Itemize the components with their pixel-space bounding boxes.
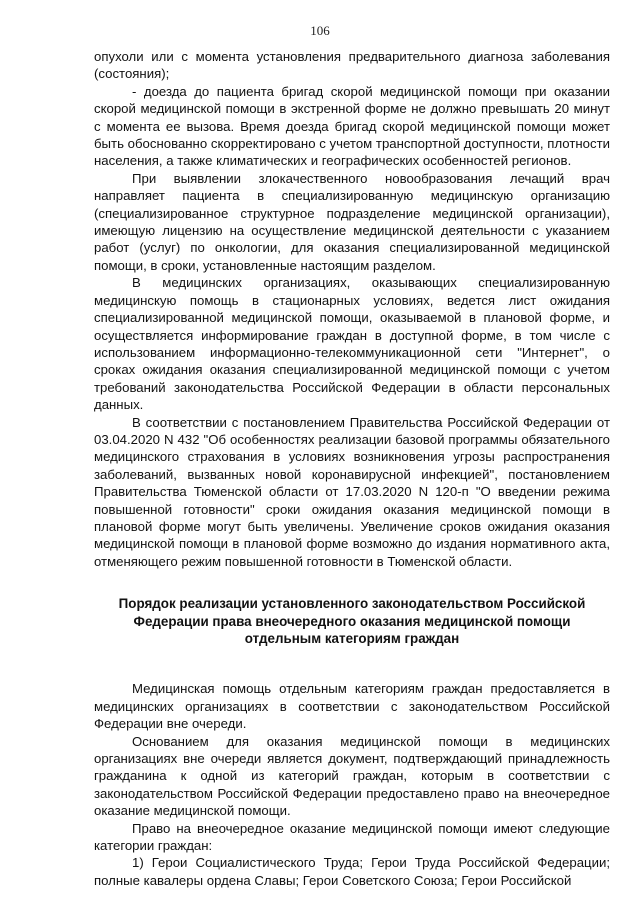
document-body	[94, 48, 610, 889]
paragraph: Медицинская помощь отдельным категориям граждан предоставляется в медицинских организациях в соответствии с законодательством Российской Федерации вне очереди.	[94, 681, 610, 732]
paragraph: При выявлении злокачественного новообразования лечащий врач направляет пациента в специализированную медицинскую организацию (специализированное структурное подразделение медицинской организации), имеющую лицензию на осуществление медицинской деятельности с указанием работ (услуг) по онкологии, для оказания специализированной медицинской помощи, в сроки, установленные настоящим разделом.	[94, 170, 610, 273]
paragraph: В медицинских организациях, оказывающих специализированную медицинскую помощь в стационарных условиях, ведется лист ожидания специализированной медицинской помощи, оказываемой в плановой форме, и осуществляется информирование граждан в доступной форме, в том числе с использованием информационно-телекоммуникационной сети "Интернет", о сроках ожидания оказания специализированной медицинской помощи с учетом требований законодательства Российской Федерации в области персональных данных.	[94, 275, 610, 413]
paragraph: Основанием для оказания медицинской помощи в медицинских организациях вне очереди является документ, подтверждающий принадлежность гражданина к одной из категорий граждан, которым в соответствии с законодательством Российской Федерации предоставлено право на внеочередное оказание медицинской помощи.	[94, 733, 610, 819]
paragraph: Право на внеочередное оказание медицинской помощи имеют следующие категории граждан:	[94, 820, 610, 854]
paragraph: 1) Герои Социалистического Труда; Герои Труда Российской Федерации; полные кавалеры ордена Славы; Герои Советского Союза; Герои Российской	[94, 855, 610, 888]
spacer	[94, 647, 610, 680]
page-number: 106	[310, 23, 330, 38]
section-heading: Порядок реализации установленного законодательством Российской Федерации права внеочередного оказания медицинской помощи отдельным категориям граждан	[118, 596, 586, 646]
paragraph: опухоли или с момента установления предварительного диагноза заболевания (состояния);	[94, 49, 610, 82]
paragraph: В соответствии с постановлением Правительства Российской Федерации от 03.04.2020 N 432 "Об особенностях реализации базовой программы обязательного медицинского страхования в условиях возникновения угрозы распространения заболеваний, вызванных новой коронавирусной инфекцией", постановлением Правительства Тюменской области от 17.03.2020 N 120-п "О введении режима повышенной готовности" сроки ожидания оказания медицинской помощи в плановой форме могут быть увеличены. Увеличение сроков ожидания оказания медицинской помощи в плановой форме возможно до издания нормативного акта, отменяющего режим повышенной готовности в Тюменской области.	[94, 414, 610, 569]
paragraph: - доезда до пациента бригад скорой медицинской помощи при оказании скорой медицинской помощи в экстренной форме не должно превышать 20 минут с момента ее вызова. Время доезда бригад скорой медицинской помощи может быть обоснованно скорректировано с учетом транспортной доступности, плотности населения, а также климатических и географических особенностей регионов.	[94, 83, 610, 169]
